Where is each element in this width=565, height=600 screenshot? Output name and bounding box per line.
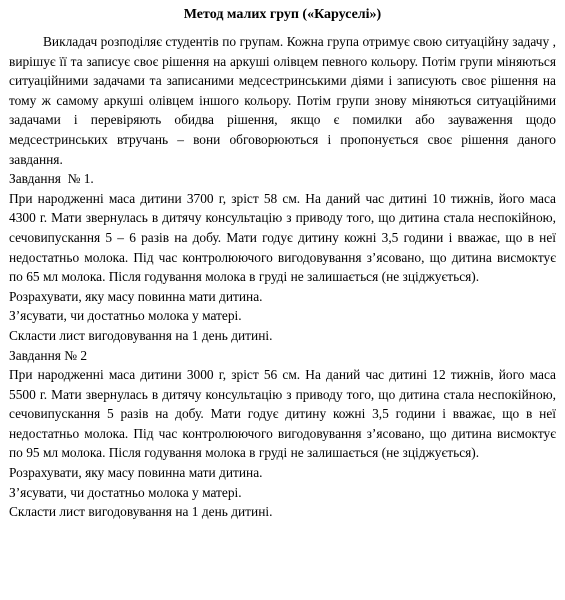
task-1-heading: Завдання № 1.: [9, 171, 94, 187]
task-2-question-3: Скласти лист вигодовування на 1 день дитині.: [9, 504, 273, 520]
intro-paragraph: Викладач розподіляє студентів по групам. Кожна група отримує свою ситуаційну задачу , вирішує її та записує своє рішення на аркуші олівцем певного кольору. Потім групи міняються ситуаційними задачами та записаними медсестринськими діями і записують своє рішення на тому ж самому аркуші олівцем іншого кольору. Потім групи знову міняються ситуаційними задачами і перевіряють обидва рішення, якщо є помилки або зауваження щодо медсестринських втручань – вони обговорюються і пропонується своє рішення даного завдання.: [9, 34, 556, 167]
task-2-question-1: Розрахувати, яку масу повинна мати дитина.: [9, 465, 263, 481]
task-2-text: При народженні маса дитини 3000 г, зріст 56 см. На даний час дитині 12 тижнів, його маса 5500 г. Мати звернулась в дитячу консультацію з приводу того, що дитина стала неспокійною, сечовипускання 5 разів на добу. Мати годує дитину кожні 3,5 години і вважає, що в неї недостатньо молока. Під час контролюючого вигодовування з’ясовано, що дитина висмоктує по 95 мл молока. Після годування молока в груді не залишається (не зціджується).: [9, 367, 556, 461]
task-2-question-2: З’ясувати, чи достатньо молока у матері.: [9, 484, 242, 500]
task-2-heading: Завдання № 2: [9, 347, 88, 363]
document-title: Метод малих груп («Каруселі»): [183, 7, 382, 22]
task-1: [9, 169, 556, 345]
task-1-text: При народженні маса дитини 3700 г, зріст 58 см. На даний час дитині 10 тижнів, його маса 4300 г. Мати звернулась в дитячу консультацію з приводу того, що дитина стала неспокійною, сечовипускання 5 – 6 разів на добу. Мати годує дитину кожні 3,5 години і вважає, що в неї недостатньо молока. Під час контролюючого вигодовування з’ясовано, що дитина висмоктує по 65 мл молока. Після годування молока в груді не залишається (не зціджується).: [9, 190, 556, 285]
task-1-question-1: Розрахувати, яку масу повинна мати дитина.: [9, 288, 263, 304]
task-2: [9, 346, 556, 522]
task-1-question-3: Скласти лист вигодовування на 1 день дитині.: [9, 327, 273, 343]
task-1-question-2: З’ясувати, чи достатньо молока у матері.: [9, 308, 242, 324]
